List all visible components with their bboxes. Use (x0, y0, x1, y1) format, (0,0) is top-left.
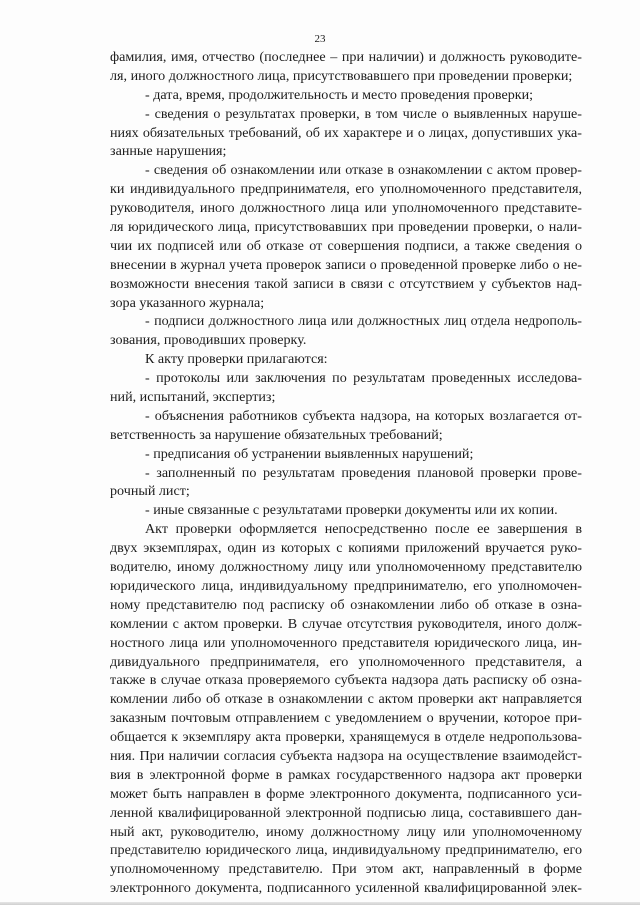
text-line: - предписания об устранении выявленных нарушений; (145, 445, 474, 462)
text-line: - протоколы или заключения по результатам проведенных исследова- (145, 370, 582, 387)
text-line: Акт проверки оформляется непосредственно после ее завершения в (145, 521, 582, 538)
text-line: ветственность за нарушение обязательных требований; (110, 426, 443, 443)
text-line: руководителя, иного должностного лица или уполномоченного представите- (110, 200, 582, 217)
text-line: зования, проводивших проверку. (110, 332, 307, 349)
text-line: общается к экземпляру акта проверки, хранящемуся в отделе недропользова- (110, 729, 582, 746)
text-line: ля, иного должностного лица, присутствовавшего при проведении проверки; (110, 67, 573, 84)
text-line: вия в электронной форме в рамках государственного надзора акт проверки (110, 766, 582, 783)
text-line: чии их подписей или об отказе от совершения подписи, а также сведения о (110, 237, 582, 254)
text-line: ный акт, руководителю, иному должностному лицу или уполномоченному (110, 823, 582, 840)
text-line: занные нарушения; (110, 143, 227, 160)
text-line: ленной квалифицированной электронной подписью лица, составившего дан- (110, 804, 582, 821)
text-line: ки индивидуального предпринимателя, его уполномоченного представителя, (110, 181, 582, 198)
text-line: ний, испытаний, экспертиз; (110, 389, 276, 406)
text-line: - иные связанные с результатами проверки документы или их копии. (145, 502, 558, 519)
text-line: водителю, иному должностному лицу или уполномоченному представителю (110, 559, 582, 576)
text-line: ля юридического лица, присутствовавших при проведении проверки, о нали- (110, 219, 582, 236)
text-line: внесении в журнал учета проверок записи о проведенной проверке либо о не- (110, 256, 582, 273)
text-line: электронного документа, подписанного усиленной квалифицированной элек- (110, 880, 582, 897)
text-line: - заполненный по результатам проведения плановой проверки прове- (145, 464, 582, 481)
text-line: заказным почтовым отправлением с уведомлением о вручении, которое при- (110, 710, 582, 727)
text-line: ному представителю под расписку об ознакомлении либо об отказе в озна- (110, 596, 582, 613)
text-line: - сведения о результатах проверки, в том числе о выявленных наруше- (145, 105, 582, 122)
text-line: зора указанного журнала; (110, 294, 265, 311)
document-body-text (110, 48, 582, 898)
text-line: комлении либо об отказе в ознакомлении с актом проверки акт направляется (110, 691, 582, 708)
text-line: двух экземплярах, один из которых с копиями приложений вручается руко- (110, 540, 582, 557)
page-number: 23 (314, 33, 326, 45)
text-line: - сведения об ознакомлении или отказе в ознакомлении с актом провер- (145, 162, 582, 179)
text-line: ния. При наличии согласия субъекта надзора на осуществление взаимодейст- (110, 747, 582, 764)
text-line: комлении с актом проверки. В случае отсутствия руководителя, иного долж- (110, 615, 582, 632)
text-line: К акту проверки прилагаются: (145, 351, 328, 368)
text-line: ниях обязательных требований, об их характере и о лицах, допустивших ука- (110, 124, 582, 141)
text-line: - дата, время, продолжительность и место проведения проверки; (145, 86, 534, 103)
text-line: уполномоченному представителю. При этом акт, направленный в форме (110, 861, 582, 878)
text-line: фамилия, имя, отчество (последнее – при наличии) и должность руководите- (110, 49, 582, 65)
text-line: - объяснения работников субъекта надзора, на которых возлагается от- (145, 407, 582, 424)
text-line: может быть направлен в форме электронного документа, подписанного уси- (110, 785, 582, 802)
text-line: представителю юридического лица, индивидуальному предпринимателю, его (110, 842, 582, 859)
text-line: возможности внесения такой записи в связи с отсутствием у субъектов над- (110, 275, 582, 292)
text-line: юридического лица, индивидуальному предпринимателю, его уполномочен- (110, 577, 582, 594)
text-line: рочный лист; (110, 483, 190, 500)
text-line: - подписи должностного лица или должностных лиц отдела недрополь- (145, 313, 582, 330)
text-line: ностного лица или уполномоченного представителя юридического лица, ин- (110, 634, 582, 651)
text-line: также в случае отказа проверяемого субъекта надзора дать расписку об озна- (110, 672, 582, 689)
text-line: дивидуального предпринимателя, его уполномоченного представителя, а (110, 653, 582, 670)
